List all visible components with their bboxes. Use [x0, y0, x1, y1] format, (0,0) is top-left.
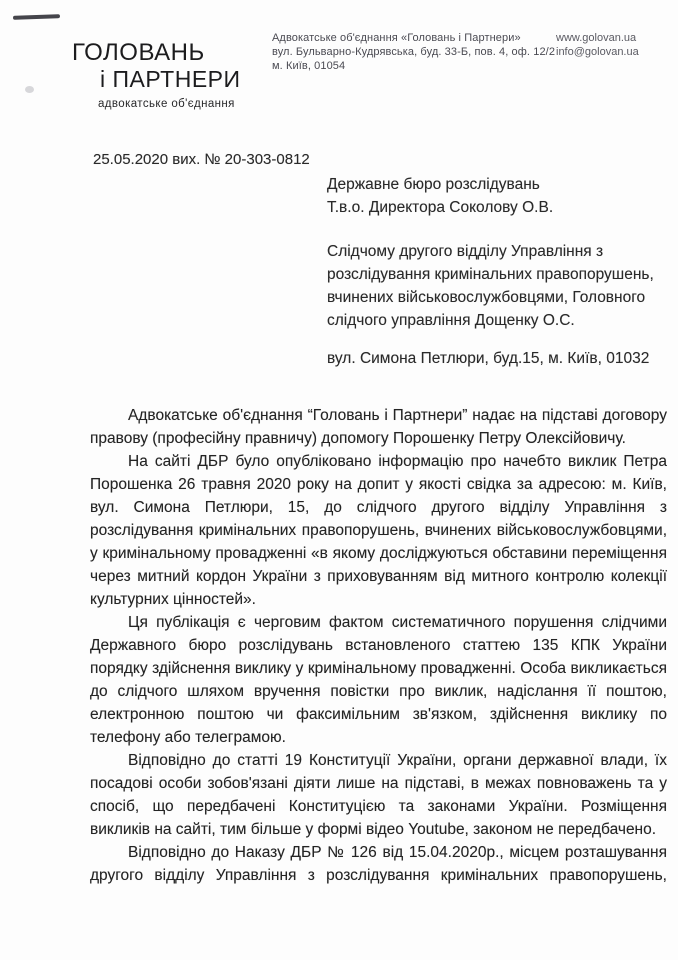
addressee-org-group — [327, 173, 657, 219]
contact-block — [556, 31, 639, 59]
logo-name-line2: і ПАРТНЕРИ — [100, 66, 241, 92]
paragraph-constitution: Відповідно до статті 19 Конституції України, органи державної влади, їх посадові особи зобов'язані діяти лише на підставі, в межах повноважень та у спосіб, що передбачені Конституцією та законами України. Розміщення викликів на сайті, тим більше у формі відео Youtube, законом не передбачено. — [90, 752, 667, 838]
paragraph-violation: Ця публікація є черговим фактом систематичного порушення слідчими Державного бюро розслідувань встановленого статтею 135 КПК України порядку здійснення виклику у кримінальному провадженні. Особа викликається до слідчого шляхом вручення повістки про виклик, надіслання її поштою, електронною поштою чи факсимільним зв'язком, здійснення виклику по телефону або телеграмою. — [90, 614, 667, 746]
logo-name-line1: ГОЛОВАНЬ — [72, 39, 205, 66]
scan-artifact-dash — [13, 14, 60, 20]
addressee-postal-group — [327, 347, 657, 370]
addressee-line: Слідчому другого відділу Управління з — [327, 243, 604, 260]
reference-number-line: 25.05.2020 вих. № 20-303-0812 — [93, 151, 310, 168]
org-city-line: м. Київ, 01054 — [272, 60, 346, 72]
addressee-block — [327, 173, 657, 370]
addressee-line: Т.в.о. Директора Соколову О.В. — [327, 199, 554, 216]
addressee-line: розслідування кримінальних правопорушень, — [327, 266, 654, 283]
paragraph-intro: Адвокатське об'єднання “Головань і Партнери” надає на підставі договору правову (професійну правничу) допомогу Порошенку Петру Олексійовичу. — [90, 407, 667, 447]
website-text: www.golovan.ua — [556, 32, 637, 44]
org-name-line: Адвокатське об'єднання «Головань і Партнери» — [272, 32, 521, 44]
logo-subtitle: адвокатське об'єднання — [98, 98, 235, 110]
email-text: info@golovan.ua — [556, 46, 639, 58]
org-street-line: вул. Бульварно-Кудрявська, буд. 33-Б, пов. 4, оф. 12/2 — [272, 46, 556, 58]
addressee-investigator-group — [327, 240, 657, 332]
addressee-postal-address: вул. Симона Петлюри, буд.15, м. Київ, 01032 — [327, 350, 650, 367]
paragraph-summons-info: На сайті ДБР було опубліковано інформацію про начебто виклик Петра Порошенка 26 травня 2020 року на допит у якості свідка за адресою: м. Київ, вул. Симона Петлюри, 15, до слідчого другого відділу Управління з розслідування кримінальних правопорушень, вчинених військовослужбовцями, у кримінальному провадженні «в якому досліджуються обставини переміщення через митний кордон України з приховуванням від митного контролю колекції культурних цінностей». — [90, 453, 667, 608]
law-firm-logo — [72, 40, 241, 111]
addressee-line: вчинених військовослужбовцями, Головного — [327, 289, 646, 306]
org-address-block — [272, 31, 555, 73]
addressee-line: слідчого управління Дощенку О.С. — [327, 312, 575, 329]
paragraph-order-126: Відповідно до Наказу ДБР № 126 від 15.04.2020р., місцем розташування другого відділу Управління з розслідування кримінальних правопорушень, — [90, 844, 667, 884]
letter-body — [90, 404, 667, 887]
addressee-line: Державне бюро розслідувань — [327, 176, 540, 193]
scan-artifact-smudge — [25, 86, 34, 93]
